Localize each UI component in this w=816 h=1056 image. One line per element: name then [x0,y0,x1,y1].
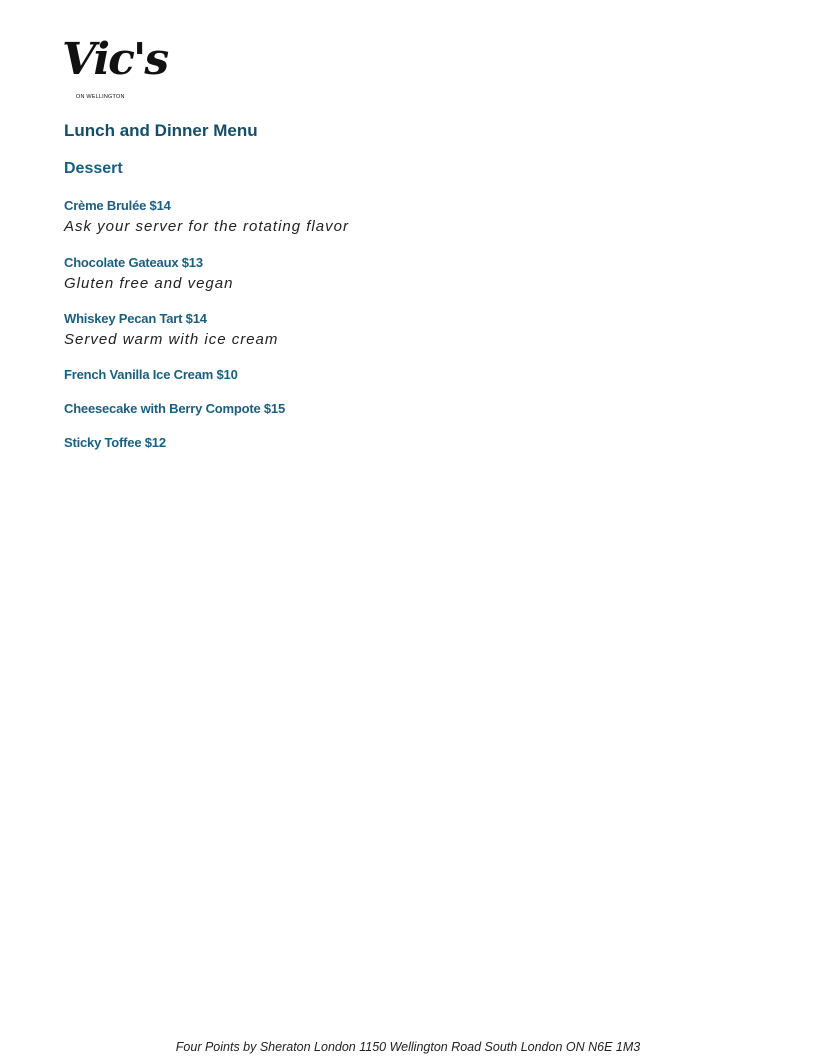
menu-item-name: Cheesecake with Berry Compote $15 [64,401,285,416]
menu-item-name: Crème Brulée $14 [64,198,171,213]
footer-address: Four Points by Sheraton London 1150 Wellington Road South London ON N6E 1M3 [175,1040,641,1054]
menu-item-name: Sticky Toffee $12 [64,435,166,450]
menu-item-name: Chocolate Gateaux $13 [64,255,203,270]
menu-item-name: Whiskey Pecan Tart $14 [64,311,207,326]
restaurant-logo [62,34,168,106]
logo-script: Vic's [62,34,168,85]
logo-subtitle: ON WELLINGTON [76,94,125,100]
menu-item-description: Gluten free and vegan [64,275,234,292]
menu-item-description: Ask your server for the rotating flavor [64,218,349,235]
menu-item-description: Served warm with ice cream [64,331,279,348]
menu-item-name: French Vanilla Ice Cream $10 [64,367,238,382]
menu-title: Lunch and Dinner Menu [64,121,258,140]
section-title-dessert: Dessert [64,160,123,177]
